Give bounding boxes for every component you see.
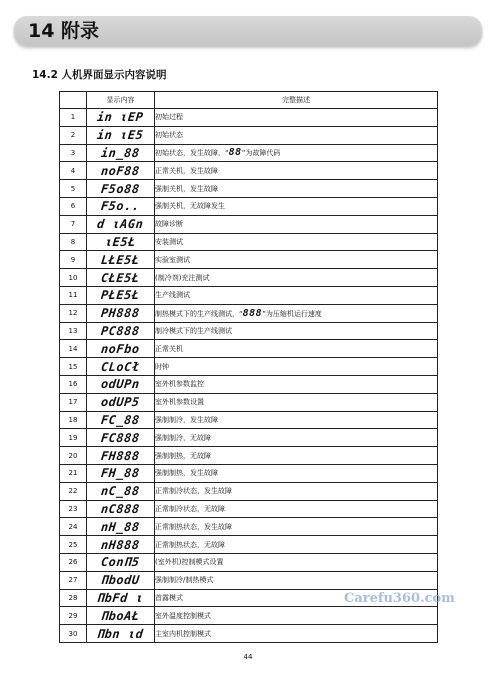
chapter-title: 14 附录 [28,20,100,42]
display-code-cell [87,340,155,358]
row-number: 23 [60,500,87,518]
row-number: 30 [60,625,87,643]
table-row [60,553,438,571]
description-text: ”为压缩机运行速度 [262,309,322,318]
table-row [60,500,438,518]
inline-segment-code: 888 [242,307,263,319]
description-cell: 强制制热，发生故障 [155,464,438,482]
description-text: ”为故障代码 [241,149,281,158]
row-number: 24 [60,518,87,536]
row-number: 8 [60,233,87,251]
watermark: Carefu360.com [344,591,455,606]
description-cell: 制冷模式下的生产线测试 [155,322,438,340]
row-number: 11 [60,286,87,304]
row-number: 16 [60,375,87,393]
row-number: 6 [60,197,87,215]
segment-display-code: Πbn ιd [96,626,145,641]
display-code-cell [87,126,155,144]
table-row [60,393,438,411]
display-code-cell [87,464,155,482]
row-number: 3 [60,144,87,162]
display-code-cell [87,358,155,376]
display-code-cell [87,251,155,269]
table-row [60,429,438,447]
display-code-cell [87,233,155,251]
description-cell: 正常制热状态，无故障 [155,536,438,554]
segment-display-code: in ιE5 [96,128,145,143]
description-cell: 正常制冷状态，发生故障 [155,482,438,500]
display-code-cell [87,322,155,340]
table-row [60,447,438,465]
segment-display-code: noF88 [100,163,141,178]
description-cell: 强制制冷，无故障 [155,429,438,447]
row-number: 15 [60,358,87,376]
description-cell: (室外机)控制模式设置 [155,553,438,571]
display-code-cell [87,589,155,607]
row-number: 7 [60,215,87,233]
segment-display-code: FH888 [100,448,141,463]
segment-display-code: in_88 [100,145,141,160]
display-code-cell [87,180,155,198]
table-row [60,144,438,162]
display-code-cell [87,553,155,571]
row-number: 19 [60,429,87,447]
description-cell: 初始状态 [155,126,438,144]
row-number: 14 [60,340,87,358]
section-title: 14.2 人机界面显示内容说明 [32,69,167,81]
row-number: 25 [60,536,87,554]
segment-display-code: nC888 [100,501,141,516]
description-cell: 正常关机 [155,340,438,358]
row-number: 1 [60,109,87,127]
display-code-cell [87,215,155,233]
display-code-cell [87,411,155,429]
description-cell: 强制制冷/制热模式 [155,571,438,589]
header-display-content: 显示内容 [87,92,155,109]
table-row [60,109,438,127]
description-cell: 生产线测试 [155,286,438,304]
description-cell: 强制制热，无故障 [155,447,438,465]
description-cell: (制冷剂)充注测试 [155,269,438,287]
description-cell: 主室内机控制模式 [155,625,438,643]
description-cell: 室外机参数设置 [155,393,438,411]
row-number: 4 [60,162,87,180]
segment-display-code: odUPn [100,377,141,392]
description-cell: 安装测试 [155,233,438,251]
table-header-row [60,92,438,109]
display-code-cell [87,197,155,215]
display-code-cell [87,269,155,287]
display-code-cell [87,571,155,589]
description-cell: 初始过程 [155,109,438,127]
display-code-cell [87,625,155,643]
description-cell: 首露模式 [155,589,438,607]
segment-display-code: PC888 [100,323,141,338]
display-code-cell [87,500,155,518]
row-number: 28 [60,589,87,607]
description-text: 初始状态，发生故障，“ [155,149,229,158]
table-row [60,375,438,393]
segment-display-code: CLoCł [100,359,141,374]
table-row [60,625,438,643]
header-number [60,92,87,109]
description-cell: 正常关机，发生故障 [155,162,438,180]
display-content-table [59,91,438,643]
description-cell: 强制制冷，发生故障 [155,411,438,429]
row-number: 27 [60,571,87,589]
segment-display-code: nH888 [100,537,141,552]
description-cell: 强制关机，无故障发生 [155,197,438,215]
display-code-cell [87,162,155,180]
row-number: 9 [60,251,87,269]
table-row [60,126,438,144]
segment-display-code: F5o88 [100,181,141,196]
description-cell: 正常制热状态，发生故障 [155,518,438,536]
description-cell: 故障诊断 [155,215,438,233]
display-code-cell [87,482,155,500]
row-number: 26 [60,553,87,571]
table-row [60,464,438,482]
table-row [60,304,438,322]
display-code-cell [87,536,155,554]
row-number: 13 [60,322,87,340]
segment-display-code: d ιAGn [96,217,145,232]
table-row [60,215,438,233]
row-number: 5 [60,180,87,198]
segment-display-code: in ιEP [96,110,145,125]
display-code-cell [87,429,155,447]
display-code-cell [87,393,155,411]
display-code-cell [87,518,155,536]
table-row [60,286,438,304]
table-row [60,607,438,625]
row-number: 17 [60,393,87,411]
inline-segment-code: 88 [228,147,242,159]
segment-display-code: FC888 [100,430,141,445]
segment-display-code: ΠbFd ι [96,590,145,605]
page-number: 44 [243,653,253,661]
segment-display-code: LŁE5Ł [100,252,141,267]
description-text: 制热模式下的生产线测试，“ [155,309,243,318]
description-cell: 室外温度控制模式 [155,607,438,625]
chapter-header-bar [14,16,482,46]
description-cell: 时钟 [155,358,438,376]
display-code-cell [87,286,155,304]
segment-display-code: ConΠ5 [100,555,141,570]
segment-display-code: FH_88 [100,466,141,481]
segment-display-code: noFbo [100,341,141,356]
row-number: 18 [60,411,87,429]
table-row [60,358,438,376]
table-row [60,269,438,287]
table-row [60,233,438,251]
description-cell: 正常制冷状态，无故障 [155,500,438,518]
segment-display-code: FC_88 [100,412,141,427]
display-code-cell [87,144,155,162]
display-code-cell [87,375,155,393]
row-number: 29 [60,607,87,625]
segment-display-code: ΠboAŁ [100,608,141,623]
table-row [60,536,438,554]
table-body [60,109,438,643]
segment-display-code: ιE5Ł [104,234,137,249]
description-cell: 强制关机，发生故障 [155,180,438,198]
table-row [60,197,438,215]
row-number: 12 [60,304,87,322]
segment-display-code: nC_88 [100,484,141,499]
description-cell: 室外机参数监控 [155,375,438,393]
segment-display-code: CŁE5Ł [100,270,141,285]
description-cell [155,144,438,162]
description-cell [155,304,438,322]
display-code-cell [87,607,155,625]
table-row [60,411,438,429]
table-row [60,251,438,269]
row-number: 22 [60,482,87,500]
table-row [60,482,438,500]
table-row [60,322,438,340]
table-row [60,180,438,198]
segment-display-code: F5o.. [100,199,141,214]
table-row [60,162,438,180]
description-cell: 实验室测试 [155,251,438,269]
table-row [60,340,438,358]
display-code-cell [87,304,155,322]
segment-display-code: PH888 [100,306,141,321]
table-row [60,518,438,536]
header-full-description: 完整描述 [155,92,438,109]
segment-display-code: ΠbodU [100,573,141,588]
row-number: 20 [60,447,87,465]
row-number: 2 [60,126,87,144]
row-number: 21 [60,464,87,482]
segment-display-code: nH_88 [100,519,141,534]
display-code-cell [87,447,155,465]
display-code-cell [87,109,155,127]
segment-display-code: odUP5 [100,395,141,410]
row-number: 10 [60,269,87,287]
segment-display-code: PŁE5Ł [100,288,141,303]
table-row [60,571,438,589]
